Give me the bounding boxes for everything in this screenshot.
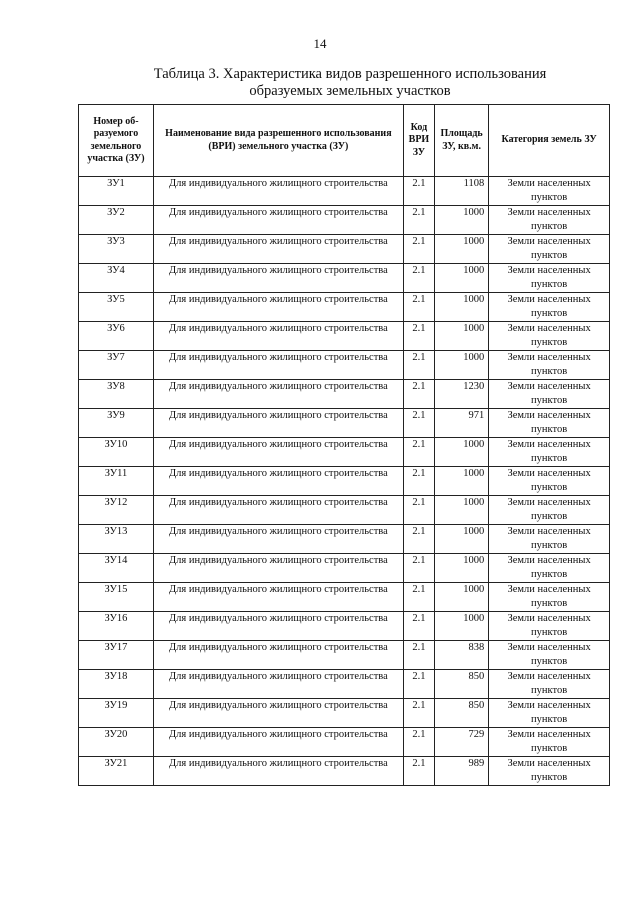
cell-use-name: Для индивидуального жилищного строительства <box>153 467 403 496</box>
cell-use-code: 2.1 <box>403 206 434 235</box>
cell-plot-number: ЗУ18 <box>79 670 154 699</box>
cell-area: 1000 <box>435 525 489 554</box>
cell-area: 1000 <box>435 206 489 235</box>
cell-plot-number: ЗУ17 <box>79 641 154 670</box>
cell-area: 1000 <box>435 322 489 351</box>
cell-plot-number: ЗУ13 <box>79 525 154 554</box>
cell-plot-number: ЗУ3 <box>79 235 154 264</box>
land-plots-table <box>78 104 610 786</box>
cell-use-name: Для индивидуального жилищного строительства <box>153 728 403 757</box>
table-row <box>79 728 610 757</box>
cell-land-category: Земли населенных пунктов <box>489 641 610 670</box>
cell-land-category: Земли населенных пунктов <box>489 467 610 496</box>
cell-area: 1000 <box>435 293 489 322</box>
header-use-name: Наименование вида разрешенного использования (ВРИ) земельного участка (ЗУ) <box>153 105 403 177</box>
cell-use-code: 2.1 <box>403 264 434 293</box>
cell-area: 1000 <box>435 467 489 496</box>
cell-land-category: Земли населенных пунктов <box>489 206 610 235</box>
cell-land-category: Земли населенных пунктов <box>489 235 610 264</box>
table-caption <box>120 66 580 100</box>
cell-area: 989 <box>435 757 489 786</box>
cell-use-name: Для индивидуального жилищного строительства <box>153 438 403 467</box>
cell-use-code: 2.1 <box>403 525 434 554</box>
cell-plot-number: ЗУ9 <box>79 409 154 438</box>
cell-use-name: Для индивидуального жилищного строительства <box>153 380 403 409</box>
cell-area: 850 <box>435 699 489 728</box>
cell-use-code: 2.1 <box>403 438 434 467</box>
cell-area: 1230 <box>435 380 489 409</box>
header-plot-number: Номер об-разуемого земельного участка (ЗУ) <box>79 105 154 177</box>
table-header-row <box>79 105 610 177</box>
cell-use-name: Для индивидуального жилищного строительства <box>153 641 403 670</box>
cell-plot-number: ЗУ10 <box>79 438 154 467</box>
table-row <box>79 235 610 264</box>
cell-land-category: Земли населенных пунктов <box>489 351 610 380</box>
cell-use-code: 2.1 <box>403 409 434 438</box>
cell-plot-number: ЗУ14 <box>79 554 154 583</box>
cell-plot-number: ЗУ6 <box>79 322 154 351</box>
table-row <box>79 612 610 641</box>
cell-use-code: 2.1 <box>403 293 434 322</box>
cell-use-code: 2.1 <box>403 554 434 583</box>
cell-use-name: Для индивидуального жилищного строительства <box>153 583 403 612</box>
table-row <box>79 293 610 322</box>
table-row <box>79 583 610 612</box>
cell-land-category: Земли населенных пунктов <box>489 177 610 206</box>
table-row <box>79 699 610 728</box>
table-row <box>79 322 610 351</box>
cell-use-code: 2.1 <box>403 235 434 264</box>
cell-plot-number: ЗУ21 <box>79 757 154 786</box>
cell-land-category: Земли населенных пунктов <box>489 438 610 467</box>
cell-plot-number: ЗУ5 <box>79 293 154 322</box>
caption-line-1: Таблица 3. Характеристика видов разрешенного использования <box>153 66 547 82</box>
table-row <box>79 438 610 467</box>
cell-use-name: Для индивидуального жилищного строительства <box>153 264 403 293</box>
cell-plot-number: ЗУ2 <box>79 206 154 235</box>
cell-land-category: Земли населенных пунктов <box>489 380 610 409</box>
cell-area: 1000 <box>435 612 489 641</box>
cell-land-category: Земли населенных пунктов <box>489 612 610 641</box>
page-number: 14 <box>313 36 327 51</box>
table-row <box>79 670 610 699</box>
table-row <box>79 757 610 786</box>
cell-use-name: Для индивидуального жилищного строительства <box>153 235 403 264</box>
cell-area: 1108 <box>435 177 489 206</box>
header-area: Площадь ЗУ, кв.м. <box>435 105 489 177</box>
header-use-code: Код ВРИ ЗУ <box>403 105 434 177</box>
cell-use-name: Для индивидуального жилищного строительства <box>153 525 403 554</box>
table-row <box>79 177 610 206</box>
cell-land-category: Земли населенных пунктов <box>489 264 610 293</box>
cell-area: 1000 <box>435 264 489 293</box>
table-row <box>79 641 610 670</box>
cell-use-code: 2.1 <box>403 670 434 699</box>
cell-plot-number: ЗУ8 <box>79 380 154 409</box>
cell-land-category: Земли населенных пунктов <box>489 322 610 351</box>
cell-use-code: 2.1 <box>403 757 434 786</box>
cell-area: 1000 <box>435 438 489 467</box>
cell-use-name: Для индивидуального жилищного строительства <box>153 293 403 322</box>
caption-line-2: образуемых земельных участков <box>249 83 451 99</box>
table-row <box>79 409 610 438</box>
header-land-category: Категория земель ЗУ <box>489 105 610 177</box>
cell-land-category: Земли населенных пунктов <box>489 670 610 699</box>
cell-land-category: Земли населенных пунктов <box>489 554 610 583</box>
cell-land-category: Земли населенных пунктов <box>489 699 610 728</box>
cell-area: 1000 <box>435 554 489 583</box>
cell-use-code: 2.1 <box>403 699 434 728</box>
cell-use-code: 2.1 <box>403 496 434 525</box>
cell-use-name: Для индивидуального жилищного строительства <box>153 670 403 699</box>
cell-use-code: 2.1 <box>403 467 434 496</box>
cell-use-name: Для индивидуального жилищного строительства <box>153 351 403 380</box>
cell-area: 971 <box>435 409 489 438</box>
cell-use-name: Для индивидуального жилищного строительства <box>153 554 403 583</box>
cell-plot-number: ЗУ15 <box>79 583 154 612</box>
table-row <box>79 351 610 380</box>
cell-land-category: Земли населенных пунктов <box>489 409 610 438</box>
cell-plot-number: ЗУ11 <box>79 467 154 496</box>
cell-plot-number: ЗУ20 <box>79 728 154 757</box>
cell-land-category: Земли населенных пунктов <box>489 728 610 757</box>
cell-area: 1000 <box>435 583 489 612</box>
cell-use-code: 2.1 <box>403 322 434 351</box>
table-row <box>79 206 610 235</box>
cell-use-name: Для индивидуального жилищного строительства <box>153 699 403 728</box>
cell-plot-number: ЗУ7 <box>79 351 154 380</box>
cell-use-code: 2.1 <box>403 641 434 670</box>
cell-land-category: Земли населенных пунктов <box>489 583 610 612</box>
cell-area: 838 <box>435 641 489 670</box>
cell-use-code: 2.1 <box>403 177 434 206</box>
cell-plot-number: ЗУ4 <box>79 264 154 293</box>
cell-use-name: Для индивидуального жилищного строительства <box>153 206 403 235</box>
cell-use-code: 2.1 <box>403 351 434 380</box>
cell-plot-number: ЗУ1 <box>79 177 154 206</box>
cell-use-name: Для индивидуального жилищного строительства <box>153 177 403 206</box>
cell-land-category: Земли населенных пунктов <box>489 525 610 554</box>
cell-plot-number: ЗУ12 <box>79 496 154 525</box>
cell-use-name: Для индивидуального жилищного строительства <box>153 612 403 641</box>
cell-use-name: Для индивидуального жилищного строительства <box>153 496 403 525</box>
cell-use-name: Для индивидуального жилищного строительства <box>153 757 403 786</box>
cell-area: 850 <box>435 670 489 699</box>
cell-land-category: Земли населенных пунктов <box>489 757 610 786</box>
cell-area: 1000 <box>435 496 489 525</box>
cell-land-category: Земли населенных пунктов <box>489 293 610 322</box>
cell-use-name: Для индивидуального жилищного строительства <box>153 322 403 351</box>
table-row <box>79 525 610 554</box>
table-body <box>79 177 610 786</box>
cell-plot-number: ЗУ16 <box>79 612 154 641</box>
cell-use-name: Для индивидуального жилищного строительства <box>153 409 403 438</box>
cell-land-category: Земли населенных пунктов <box>489 496 610 525</box>
table-row <box>79 380 610 409</box>
cell-area: 729 <box>435 728 489 757</box>
cell-use-code: 2.1 <box>403 583 434 612</box>
table-row <box>79 554 610 583</box>
cell-area: 1000 <box>435 235 489 264</box>
table-row <box>79 467 610 496</box>
table-row <box>79 496 610 525</box>
cell-use-code: 2.1 <box>403 380 434 409</box>
cell-use-code: 2.1 <box>403 612 434 641</box>
table-row <box>79 264 610 293</box>
cell-use-code: 2.1 <box>403 728 434 757</box>
cell-area: 1000 <box>435 351 489 380</box>
cell-plot-number: ЗУ19 <box>79 699 154 728</box>
